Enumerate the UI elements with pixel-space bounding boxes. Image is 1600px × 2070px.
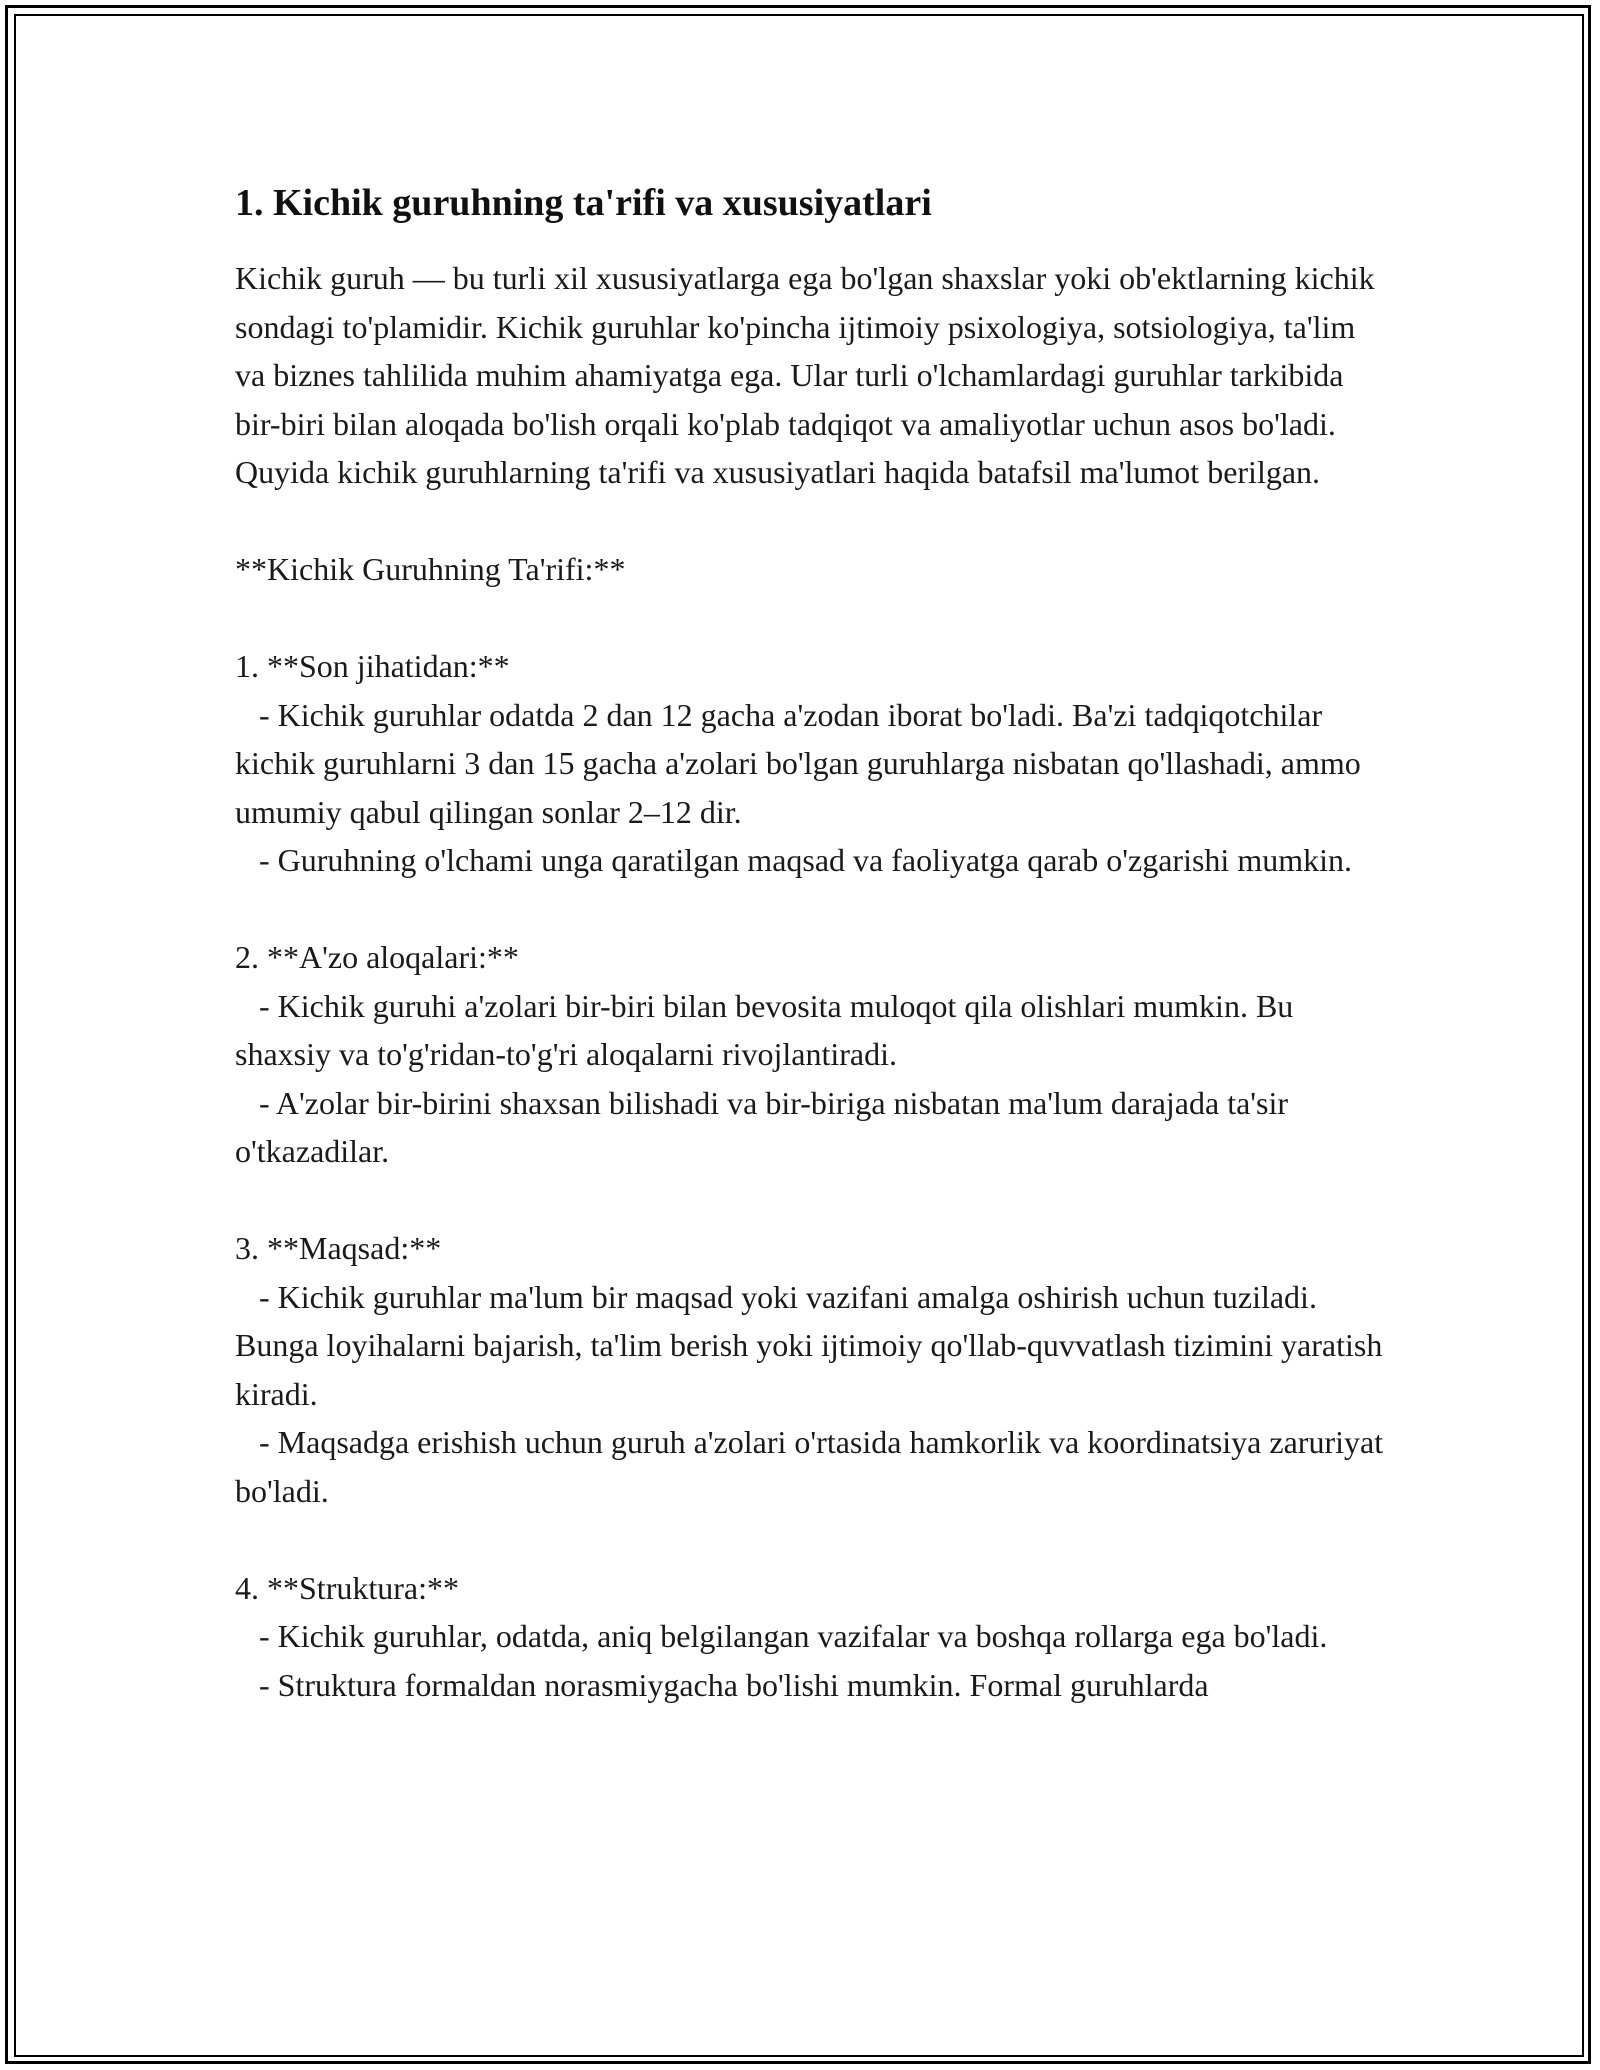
section-2 xyxy=(235,933,1385,1176)
section-4 xyxy=(235,1564,1385,1710)
intro-paragraph: Kichik guruh — bu turli xil xususiyatlarga ega bo'lgan shaxslar yoki ob'ektlarning kichik sondagi to'plamidir. Kichik guruhlar ko'pincha ijtimoiy psixologiya, sotsiologiya, ta'lim va biznes tahlilida muhim ahamiyatga ega. Ular turli o'lchamlardagi guruhlar tarkibida bir-biri bilan aloqada bo'lish orqali ko'plab tadqiqot va amaliyotlar uchun asos bo'ladi. Quyida kichik guruhlarning ta'rifi va xususiyatlari haqida batafsil ma'lumot berilgan. xyxy=(235,260,1383,490)
blank-line xyxy=(235,1515,1385,1564)
bullet-item: - Kichik guruhlar odatda 2 dan 12 gacha a'zodan iborat bo'ladi. Ba'zi tadqiqotchilar kichik guruhlarni 3 dan 15 gacha a'zolari bo'lgan guruhlarga nisbatan qo'llashadi, ammo umumiy qabul qilingan sonlar 2–12 dir. xyxy=(235,696,1369,830)
blank-line xyxy=(235,497,1385,546)
bullet-item: - Guruhning o'lchami unga qaratilgan maqsad va faoliyatga qarab o'zgarishi mumkin. xyxy=(235,842,1352,878)
bullet-item: - Maqsadga erishish uchun guruh a'zolari o'rtasida hamkorlik va koordinatsiya zaruriyat bo'ladi. xyxy=(235,1424,1392,1509)
section-heading: 1. Kichik guruhning ta'rifi va xususiyatlari xyxy=(235,182,932,224)
section-3 xyxy=(235,1224,1392,1515)
blank-line xyxy=(235,594,1385,643)
section-1 xyxy=(235,642,1385,885)
bullet-item: - A'zolar bir-birini shaxsan bilishadi va bir-biriga nisbatan ma'lum darajada ta'sir o'tkazadilar. xyxy=(235,1084,1297,1169)
definition-title: **Kichik Guruhning Ta'rifi:** xyxy=(235,551,626,587)
bullet-item: - Struktura formaldan norasmiygacha bo'lishi mumkin. Formal guruhlarda xyxy=(235,1666,1209,1703)
blank-line xyxy=(235,1176,1385,1225)
blank-line xyxy=(235,885,1385,934)
bullet-item: - Kichik guruhi a'zolari bir-biri bilan bevosita muloqot qila olishlari mumkin. Bu shaxsiy va to'g'ridan-to'g'ri aloqalarni rivojlantiradi. xyxy=(235,987,1302,1072)
bullet-item: - Kichik guruhlar, odatda, aniq belgilangan vazifalar va boshqa rollarga ega bo'ladi. xyxy=(235,1618,1328,1654)
section-title: 3. **Maqsad:** xyxy=(235,1230,442,1266)
bullet-item: - Kichik guruhlar ma'lum bir maqsad yoki vazifani amalga oshirish uchun tuziladi. Bunga loyihalarni bajarish, ta'lim berish yoki ijtimoiy qo'llab-quvvatlash tizimini yaratish kiradi. xyxy=(235,1278,1391,1412)
section-title: 4. **Struktura:** xyxy=(235,1569,459,1606)
section-title: 1. **Son jihatidan:** xyxy=(235,648,510,684)
document-page xyxy=(235,178,1392,1709)
section-title: 2. **A'zo aloqalari:** xyxy=(235,939,519,975)
